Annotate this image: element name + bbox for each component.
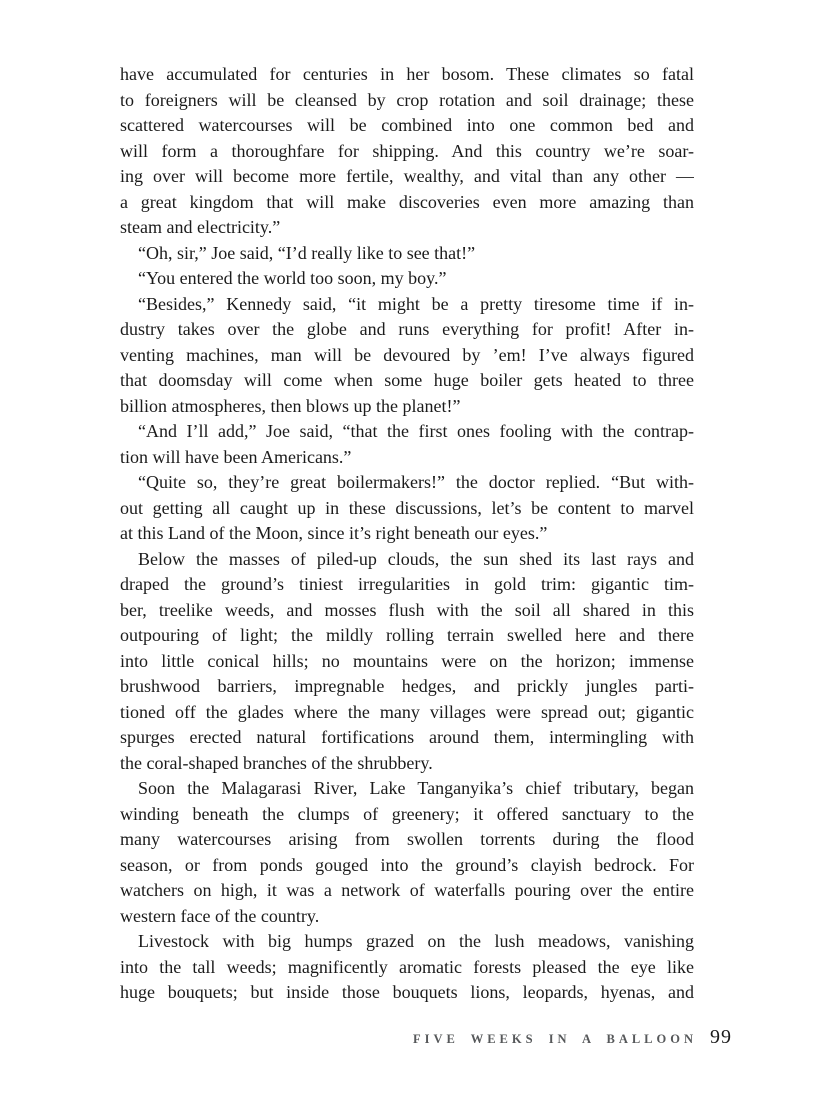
text-line: to foreigners will be cleansed by crop rotation and soil drainage; these: [120, 89, 694, 110]
text-line: billion atmospheres, then blows up the planet!”: [120, 395, 461, 416]
text-line: huge bouquets; but inside those bouquets lions, leopards, hyenas, and: [120, 982, 694, 1002]
body-text: [120, 62, 694, 1006]
text-line: Below the masses of piled-up clouds, the sun shed its last rays and: [138, 548, 694, 569]
text-line: winding beneath the clumps of greenery; it offered sanctuary to the: [120, 803, 694, 824]
text-line: at this Land of the Moon, since it’s right beneath our eyes.”: [120, 523, 548, 543]
text-line: venting machines, man will be devoured by ’em! I’ve always figured: [120, 344, 694, 365]
text-line: out getting all caught up in these discussions, let’s be content to marvel: [120, 497, 694, 518]
text-line: that doomsday will come when some huge boiler gets heated to three: [120, 370, 694, 390]
text-line: tioned off the glades where the many villages were spread out; gigantic: [120, 701, 694, 722]
text-line: dustry takes over the globe and runs everything for profit! After in-: [120, 319, 694, 339]
text-line: a great kingdom that will make discoveries even more amazing than: [120, 191, 694, 212]
page-footer: [413, 1026, 732, 1049]
text-line: Soon the Malagarasi River, Lake Tanganyika’s chief tributary, began: [138, 778, 694, 798]
text-line: scattered watercourses will be combined into one common bed and: [120, 115, 694, 135]
text-line: outpouring of light; the mildly rolling terrain swelled here and there: [120, 625, 694, 645]
text-line: the coral-shaped branches of the shrubbery.: [120, 752, 433, 773]
text-line: “You entered the world too soon, my boy.”: [138, 268, 447, 288]
text-line: draped the ground’s tiniest irregularities in gold trim: gigantic tim-: [120, 574, 694, 594]
text-line: into the tall weeds; magnificently aromatic forests pleased the eye like: [120, 956, 694, 977]
text-line: “And I’ll add,” Joe said, “that the first ones fooling with the contrap-: [138, 421, 694, 441]
page-number: 99: [710, 1026, 732, 1048]
text-line: “Quite so, they’re great boilermakers!” the doctor replied. “But with-: [138, 472, 694, 492]
text-line: ing over will become more fertile, wealthy, and vital than any other —: [120, 166, 694, 186]
text-line: brushwood barriers, impregnable hedges, and prickly jungles parti-: [120, 676, 694, 696]
text-line: spurges erected natural fortifications around them, intermingling with: [120, 727, 694, 747]
text-line: have accumulated for centuries in her bosom. These climates so fatal: [120, 64, 694, 84]
text-line: many watercourses arising from swollen torrents during the flood: [120, 829, 694, 849]
text-line: western face of the country.: [120, 905, 320, 926]
text-line: ber, treelike weeds, and mosses flush with the soil all shared in this: [120, 599, 694, 620]
text-line: watchers on high, it was a network of waterfalls pouring over the entire: [120, 880, 694, 900]
text-line: “Oh, sir,” Joe said, “I’d really like to see that!”: [138, 242, 476, 263]
text-line: will form a thoroughfare for shipping. And this country we’re soar-: [120, 140, 694, 161]
text-line: tion will have been Americans.”: [120, 446, 352, 467]
running-title: FIVE WEEKS IN A BALLOON: [412, 1032, 697, 1046]
text-line: into little conical hills; no mountains were on the horizon; immense: [120, 650, 694, 671]
text-line: Livestock with big humps grazed on the lush meadows, vanishing: [138, 931, 694, 951]
text-line: “Besides,” Kennedy said, “it might be a pretty tiresome time if in-: [138, 293, 694, 314]
text-line: season, or from ponds gouged into the ground’s clayish bedrock. For: [120, 854, 694, 875]
text-line: steam and electricity.”: [120, 217, 281, 237]
